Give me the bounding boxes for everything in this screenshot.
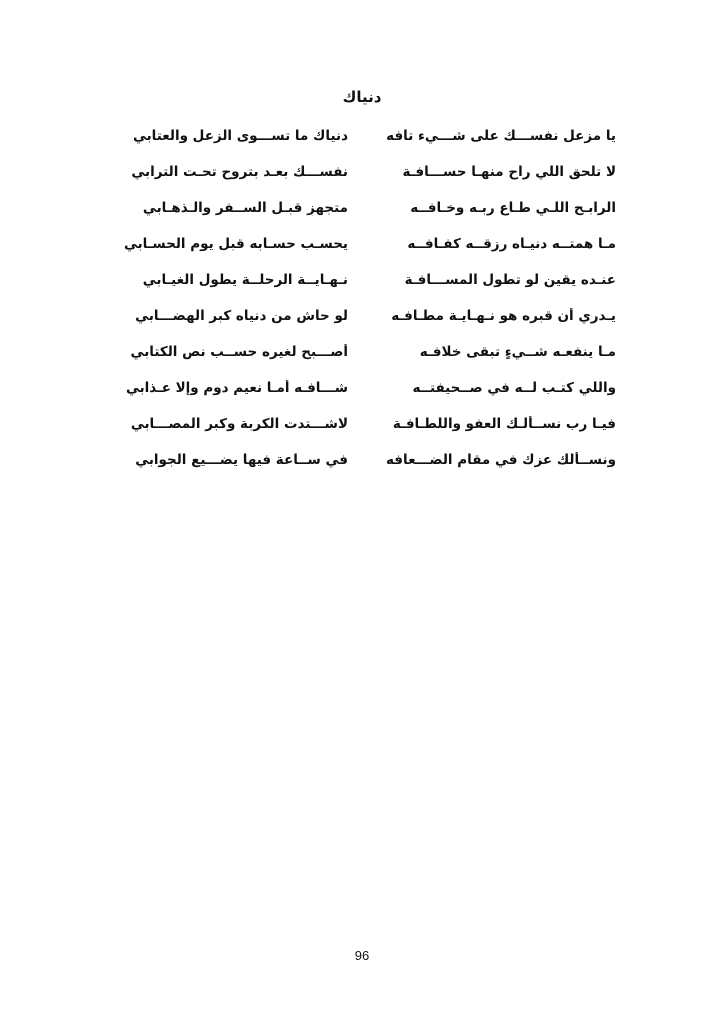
verse-row [108, 370, 616, 406]
verse-second-hemistich: لاشـــتدت الكربة وكبر المصـــابي [130, 416, 348, 432]
verse-second-hemistich: في ســاعة فيها يضـــيع الجوابي [135, 452, 348, 468]
verse-second-hemistich: دنياك ما تســـوى الزعل والعتابي [132, 128, 348, 144]
verse-first-hemistich: لا تلحق اللي راح منهـا حســـافـة [402, 164, 616, 180]
page-number: 96 [354, 948, 370, 963]
verse-row [108, 190, 616, 226]
verse-second-hemistich: نفســـك بعـد بتروح تحـت الترابي [131, 164, 348, 180]
verse-first-hemistich: ونســألك عزك في مقام الضـــعافه [385, 452, 616, 468]
verse-row [108, 406, 616, 442]
verse-second-hemistich: يحسـب حسـابه قبل يوم الحسـابي [123, 236, 348, 252]
verse-first-hemistich: يـدري أن قبره هو نـهـايـة مطـافـه [391, 308, 616, 324]
verse-first-hemistich: عنـده يقينٍ لو تطول المســـافـة [404, 272, 616, 288]
verse-row [108, 118, 616, 154]
verse-row [108, 262, 616, 298]
poem-title: دنياك [342, 88, 382, 106]
verse-first-hemistich: واللي كتـب لــه في صــحيفتــه [412, 380, 616, 396]
verse-first-hemistich: فيـا رب نســألـك العفو واللطـافـة [392, 416, 616, 432]
verse-row [108, 154, 616, 190]
verse-row [108, 334, 616, 370]
poem-body [108, 118, 616, 478]
verse-row [108, 442, 616, 478]
verse-row [108, 298, 616, 334]
verse-second-hemistich: لو حاش من دنياه كبر الهضـــابي [135, 308, 348, 324]
verse-first-hemistich: الرابـح اللـيِ طـاع ربـه وخـافــه [410, 200, 616, 216]
verse-first-hemistich: مـا همتــه دنيـاه رزقــه كفـافــه [407, 236, 616, 252]
verse-second-hemistich: أصـــبح لغيره حســب نص الكتابي [130, 344, 348, 360]
verse-first-hemistich: مـا ينفعـه شــيءٍ تبقى خلافـه [419, 344, 616, 360]
verse-first-hemistich: يا مزعل نفســـك على شـــيء تافه [386, 128, 616, 144]
verse-second-hemistich: شـــافـه أمـا نعيم دوم وإلا عـذابي [125, 380, 348, 396]
verse-row [108, 226, 616, 262]
verse-second-hemistich: متجهزٍ قبـل الســفر والـذهـابي [142, 200, 348, 216]
verse-second-hemistich: نـهـايــة الرحلــة يطول الغيـابي [142, 272, 348, 288]
